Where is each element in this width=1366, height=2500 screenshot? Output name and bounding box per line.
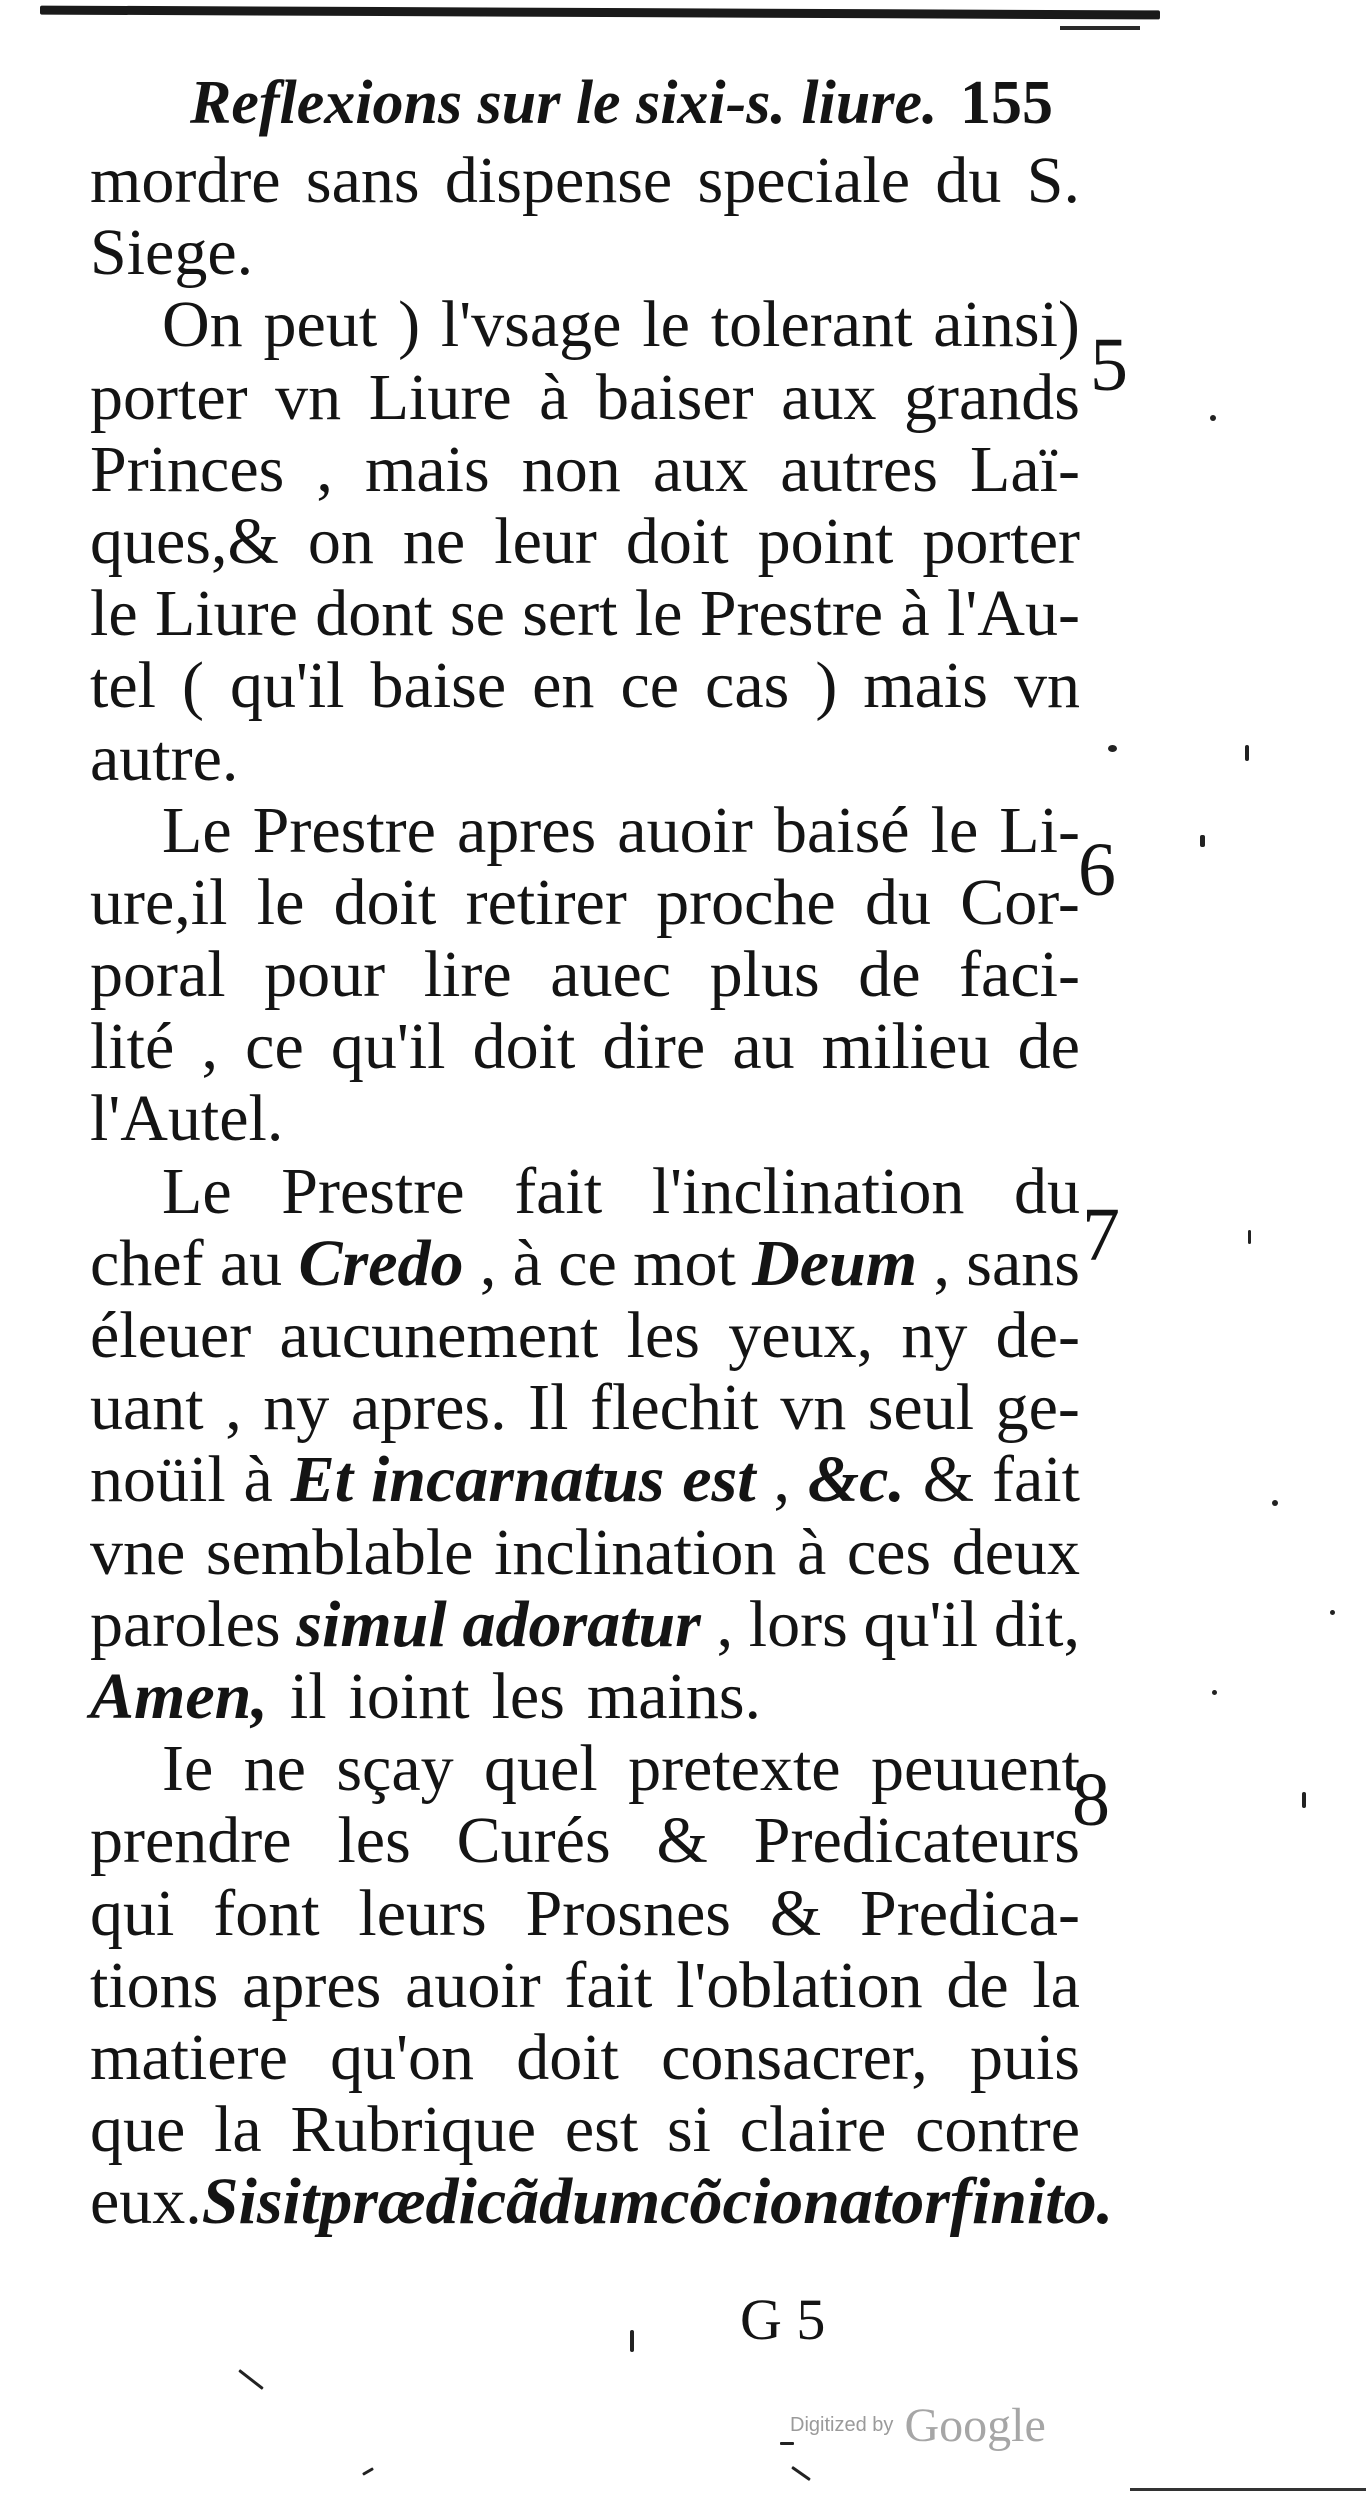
- text-line: [90, 1517, 1080, 1589]
- word: auec: [550, 938, 672, 1012]
- word: leurs: [358, 1876, 487, 1950]
- word: qu'il: [330, 1010, 446, 1084]
- text-line: [90, 1805, 1080, 1877]
- word: incarnatus: [370, 1443, 665, 1517]
- word: contre: [915, 2093, 1080, 2167]
- text-line: [90, 1083, 1080, 1155]
- word: claire: [739, 2093, 887, 2167]
- word: pretexte: [628, 1732, 841, 1806]
- text-line: [90, 1589, 1080, 1661]
- word: qu'on: [330, 2020, 474, 2094]
- word: vn: [1013, 649, 1080, 723]
- word: l'Au-: [947, 577, 1080, 651]
- word: les: [626, 1299, 700, 1372]
- word: tions: [90, 1948, 219, 2022]
- text-line: [90, 1661, 1080, 1733]
- word: fait: [992, 1443, 1080, 1517]
- digitized-watermark: [790, 2398, 1046, 2453]
- word: adoratur: [462, 1587, 701, 1661]
- word: leur: [494, 504, 597, 578]
- ink-speck: [791, 2466, 811, 2481]
- word: dit,: [993, 1587, 1080, 1661]
- word: puis: [969, 2020, 1080, 2094]
- word: chef: [90, 1226, 204, 1300]
- word: dont: [315, 577, 433, 651]
- word: se: [449, 577, 505, 651]
- word: au: [219, 1226, 283, 1300]
- word: Predica-: [860, 1876, 1080, 1950]
- text-line: [90, 289, 1080, 361]
- word: ,: [933, 1226, 950, 1300]
- word: Amen,: [90, 1659, 268, 1733]
- word: ure,il: [90, 865, 228, 939]
- word: ce: [558, 1226, 617, 1300]
- word: uant: [90, 1371, 204, 1445]
- word: l'inclination: [651, 1154, 965, 1228]
- ink-speck: [238, 2369, 263, 2390]
- word: sert: [522, 577, 618, 651]
- word: ques,&: [90, 504, 279, 578]
- word: de: [946, 1948, 1009, 2022]
- body-text: [90, 144, 1114, 2239]
- word: Le: [162, 793, 232, 867]
- text-line: [90, 939, 1080, 1011]
- word: les: [337, 1804, 411, 1878]
- word: simul: [296, 1587, 447, 1661]
- text-line: [90, 1228, 1080, 1300]
- word: ce: [245, 1010, 304, 1084]
- word: le: [634, 577, 683, 651]
- word: baisé: [773, 793, 910, 867]
- word: lité: [90, 1010, 175, 1084]
- word: de: [858, 938, 921, 1012]
- word: de-: [995, 1299, 1080, 1372]
- word: aux: [652, 432, 749, 506]
- word: de: [1017, 1010, 1080, 1084]
- margin-number-8: 8: [1072, 1758, 1110, 1842]
- word: ioint: [348, 1659, 470, 1733]
- word: pour: [264, 938, 386, 1012]
- bottom-rule: [1130, 2488, 1366, 2491]
- word: du: [864, 865, 931, 939]
- word: baise: [370, 649, 507, 723]
- word: l'Autel.: [90, 1082, 284, 1156]
- word: le: [256, 865, 305, 939]
- word: ge-: [995, 1371, 1080, 1445]
- text-line: [90, 1444, 1080, 1516]
- word: éleuer: [90, 1299, 252, 1372]
- word: lire: [423, 938, 512, 1012]
- word: milieu: [821, 1010, 991, 1084]
- word: baiser: [596, 360, 754, 434]
- word: qu'il: [229, 649, 345, 723]
- word: auoir: [617, 793, 753, 867]
- watermark-small-text: Digitized by: [790, 2414, 894, 2436]
- word: est: [682, 1443, 756, 1517]
- text-line: [90, 723, 1080, 795]
- word: du: [1013, 1154, 1080, 1228]
- word: sçay: [336, 1732, 454, 1806]
- word: sit: [256, 2165, 320, 2239]
- text-line: [90, 2022, 1080, 2094]
- word: porter: [90, 360, 248, 434]
- text-line: [90, 145, 1080, 217]
- word: la: [214, 2093, 262, 2167]
- ink-speck: [1210, 415, 1216, 421]
- word: doit: [516, 2020, 619, 2094]
- word: si: [666, 2093, 711, 2167]
- text-line: [90, 434, 1080, 506]
- word: tolerant: [710, 288, 913, 362]
- word: eux.: [90, 2165, 202, 2239]
- ink-speck: [1200, 835, 1205, 847]
- word: Ie: [162, 1732, 214, 1806]
- word: &: [656, 1804, 708, 1878]
- word: ny: [901, 1299, 968, 1372]
- word: dire: [602, 1010, 706, 1084]
- text-line: [90, 1372, 1080, 1444]
- word: le: [930, 793, 979, 867]
- word: yeux,: [728, 1299, 874, 1372]
- word: noüil: [90, 1443, 226, 1517]
- text-line: [90, 1878, 1080, 1950]
- running-head: Reflexions sur le sixi-s. liure.: [190, 69, 938, 137]
- word: quel: [484, 1732, 598, 1806]
- word: flechit: [590, 1371, 759, 1445]
- word: à: [539, 360, 569, 434]
- word: paroles: [90, 1587, 281, 1661]
- ink-speck: [1330, 1610, 1335, 1615]
- word: auoir: [405, 1948, 541, 2022]
- word: le: [642, 288, 690, 362]
- word: matiere: [90, 2020, 288, 2094]
- word: Prestre: [281, 1154, 465, 1228]
- word: ): [815, 649, 838, 723]
- word: est: [564, 2093, 639, 2167]
- word: Prosnes: [525, 1876, 731, 1950]
- word: Princes: [90, 432, 285, 506]
- word: sans: [305, 144, 420, 217]
- word: semblable: [205, 1515, 474, 1589]
- word: dispense: [444, 144, 673, 217]
- word: à: [796, 1515, 827, 1589]
- word: aucunement: [279, 1299, 599, 1372]
- word: du: [935, 144, 1002, 217]
- word: retirer: [465, 865, 627, 939]
- word: font: [213, 1876, 320, 1950]
- margin-number-7: 7: [1082, 1193, 1120, 1277]
- word: vne: [90, 1515, 186, 1589]
- page-number: 155: [960, 69, 1053, 137]
- word: mot: [633, 1226, 736, 1300]
- ink-speck: [1248, 1230, 1251, 1244]
- word: autre.: [90, 721, 239, 795]
- word: à: [243, 1443, 273, 1517]
- word: ,: [201, 1010, 218, 1084]
- word: à: [900, 577, 930, 651]
- text-line: [90, 650, 1080, 722]
- word: il: [289, 1659, 327, 1733]
- top-rule: [40, 6, 1160, 20]
- word: ,: [316, 432, 333, 506]
- ink-speck: [630, 2330, 634, 2352]
- word: le: [90, 577, 138, 651]
- word: à: [512, 1226, 542, 1300]
- word: mordre: [90, 144, 281, 217]
- text-line: [90, 2094, 1080, 2166]
- word: ny: [263, 1371, 330, 1445]
- word: On: [162, 288, 243, 362]
- word: autres: [780, 432, 938, 506]
- word: consacrer,: [661, 2020, 928, 2094]
- ink-speck: [1302, 1792, 1306, 1808]
- word: vn: [780, 1371, 847, 1445]
- watermark-logo: Google: [904, 2399, 1046, 2452]
- word: Cor-: [960, 865, 1080, 939]
- ink-speck: [780, 2442, 794, 2445]
- word: les: [491, 1659, 565, 1733]
- word: apres: [456, 793, 597, 867]
- text-line: [90, 506, 1080, 578]
- word: ,: [225, 1371, 242, 1445]
- word: Deum: [752, 1226, 918, 1300]
- word: ce: [620, 649, 680, 723]
- word: ne: [402, 504, 466, 578]
- word: ,: [479, 1226, 497, 1300]
- word: non: [521, 432, 621, 506]
- word: doit: [333, 865, 437, 939]
- word: cõcionator: [660, 2165, 950, 2239]
- signature-mark: G 5: [740, 2287, 826, 2352]
- ink-speck: [1245, 745, 1249, 761]
- word: aux: [781, 360, 877, 434]
- word: proche: [656, 865, 836, 939]
- word: poral: [90, 938, 226, 1012]
- margin-number-5: 5: [1090, 323, 1128, 407]
- ink-speck: [1108, 745, 1117, 752]
- word: Curés: [456, 1804, 611, 1878]
- word: grands: [904, 360, 1080, 434]
- word: (: [181, 649, 204, 723]
- word: doit: [472, 1010, 576, 1084]
- word: &c.: [807, 1443, 905, 1517]
- text-line: [90, 362, 1080, 434]
- word: fait: [514, 1154, 603, 1228]
- word: Et: [290, 1443, 354, 1517]
- word: Siege.: [90, 216, 254, 290]
- word: ,: [773, 1443, 790, 1517]
- word: deux: [951, 1515, 1080, 1589]
- word: mains.: [586, 1659, 762, 1733]
- word: qu'il: [863, 1587, 979, 1661]
- word: Si: [201, 2165, 257, 2239]
- word: Le: [162, 1154, 232, 1228]
- word: ,: [716, 1587, 734, 1661]
- word: porter: [922, 504, 1080, 578]
- text-line: [90, 2165, 1114, 2239]
- word: faci-: [959, 938, 1080, 1012]
- top-rule-fragment: [1060, 26, 1140, 30]
- word: on: [307, 504, 374, 578]
- word: peuuent: [871, 1732, 1080, 1806]
- text-line: [90, 1011, 1080, 1083]
- page-header: [190, 58, 1090, 148]
- word: inclination: [494, 1515, 777, 1589]
- word: Liure: [368, 360, 512, 434]
- word: mais: [863, 649, 988, 723]
- word: seul: [867, 1371, 975, 1445]
- word: Predicateurs: [753, 1804, 1080, 1878]
- word: Laï-: [970, 432, 1080, 506]
- word: mais: [365, 432, 490, 506]
- word: Prestre: [252, 793, 436, 867]
- word: S.: [1026, 144, 1080, 217]
- word: l'vsage: [440, 288, 622, 362]
- word: que: [90, 2093, 186, 2167]
- ink-speck: [362, 2467, 374, 2476]
- word: qui: [90, 1876, 175, 1950]
- word: tel: [90, 649, 156, 723]
- word: au: [732, 1010, 795, 1084]
- text-line: [90, 1156, 1080, 1228]
- word: Li-: [999, 793, 1080, 867]
- word: en: [532, 649, 595, 723]
- text-line: [90, 1300, 1080, 1372]
- word: &: [922, 1443, 975, 1517]
- word: Il: [528, 1371, 569, 1445]
- word: ainsi): [933, 288, 1080, 362]
- word: ces: [846, 1515, 932, 1589]
- word: Credo: [298, 1226, 464, 1300]
- word: finito.: [949, 2165, 1114, 2239]
- text-line: [90, 578, 1080, 650]
- word: cas: [705, 649, 790, 723]
- word: peut: [263, 288, 378, 362]
- word: plus: [709, 938, 820, 1012]
- word: fait: [564, 1948, 653, 2022]
- word: l'oblation: [676, 1948, 923, 2022]
- word: ): [398, 288, 421, 362]
- word: doit: [625, 504, 729, 578]
- text-line: [90, 217, 1080, 289]
- word: prendre: [90, 1804, 292, 1878]
- word: vn: [275, 360, 342, 434]
- word: Liure: [154, 577, 298, 651]
- word: la: [1032, 1948, 1080, 2022]
- ink-speck: [1212, 1690, 1217, 1695]
- word: prædicãdum: [319, 2165, 661, 2239]
- word: point: [757, 504, 894, 578]
- text-line: [90, 1950, 1080, 2022]
- word: lors: [748, 1587, 848, 1661]
- word: Prestre: [699, 577, 884, 651]
- word: ne: [243, 1732, 306, 1806]
- word: Rubrique: [290, 2093, 537, 2167]
- word: sans: [966, 1226, 1080, 1300]
- text-line: [90, 867, 1080, 939]
- word: speciale: [697, 144, 911, 217]
- word: apres: [242, 1948, 382, 2022]
- ink-speck: [1272, 1500, 1278, 1506]
- text-line: [90, 1733, 1080, 1805]
- word: &: [769, 1876, 822, 1950]
- margin-number-6: 6: [1078, 828, 1116, 912]
- word: apres.: [350, 1371, 507, 1445]
- text-line: [90, 795, 1080, 867]
